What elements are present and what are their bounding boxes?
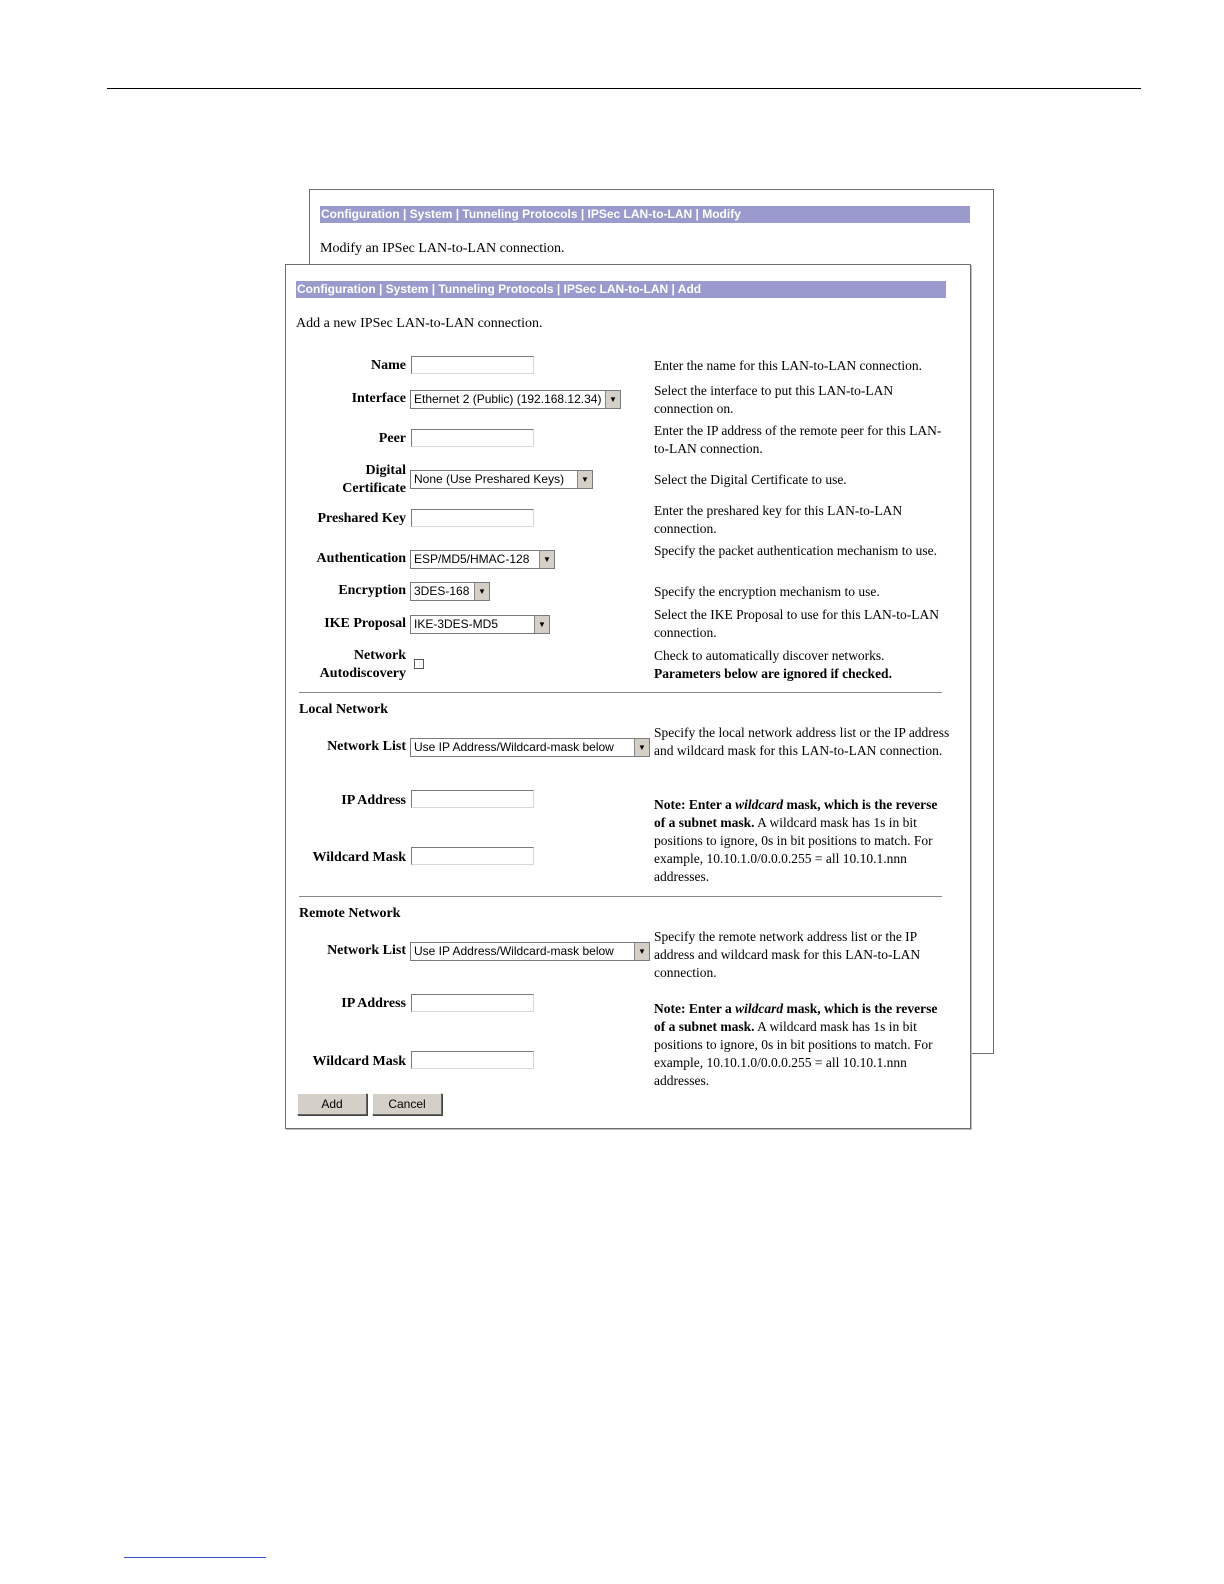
peer-label: Peer bbox=[378, 431, 406, 446]
network-autodiscovery-label bbox=[320, 647, 406, 683]
local-wildcard-mask-label: Wildcard Mask bbox=[312, 850, 406, 865]
peer-input[interactable] bbox=[411, 429, 534, 447]
preshared-key-input[interactable] bbox=[411, 509, 534, 527]
authentication-select-value: ESP/MD5/HMAC-128 bbox=[414, 552, 530, 566]
remote-wildcard-note bbox=[654, 1000, 944, 1090]
add-panel bbox=[285, 264, 971, 1129]
cancel-button[interactable]: Cancel bbox=[372, 1093, 442, 1115]
page-intro: Modify an IPSec LAN-to-LAN connection. bbox=[320, 241, 565, 256]
authentication-description: Specify the packet authentication mechanism to use. bbox=[654, 543, 938, 558]
remote-network-list-select-value: Use IP Address/Wildcard-mask below bbox=[414, 944, 614, 958]
interface-select-value: Ethernet 2 (Public) (192.168.12.34) bbox=[414, 392, 602, 406]
note-bold-prefix: Note: Enter a bbox=[654, 797, 736, 812]
breadcrumb[interactable]: Configuration | System | Tunneling Protocols | IPSec LAN-to-LAN | Modify bbox=[320, 206, 970, 223]
name-input[interactable] bbox=[411, 356, 534, 374]
name-description: Enter the name for this LAN-to-LAN connection. bbox=[654, 358, 923, 373]
remote-network-list-label: Network List bbox=[327, 943, 406, 958]
preshared-key-label: Preshared Key bbox=[317, 511, 406, 526]
digital-certificate-description: Select the Digital Certificate to use. bbox=[654, 472, 847, 487]
name-label: Name bbox=[371, 358, 406, 373]
chevron-down-icon[interactable]: ▼ bbox=[474, 583, 489, 600]
chevron-down-icon[interactable]: ▼ bbox=[634, 943, 649, 960]
authentication-label: Authentication bbox=[316, 551, 406, 566]
note-bold-prefix: Note: Enter a bbox=[654, 1001, 736, 1016]
breadcrumb[interactable]: Configuration | System | Tunneling Protocols | IPSec LAN-to-LAN | Add bbox=[296, 281, 946, 298]
local-wildcard-mask-input[interactable] bbox=[411, 847, 534, 865]
network-autodiscovery-warning: Parameters below are ignored if checked. bbox=[654, 666, 892, 681]
local-ip-address-input[interactable] bbox=[411, 790, 534, 808]
local-network-list-select[interactable] bbox=[410, 738, 650, 757]
chevron-down-icon[interactable]: ▼ bbox=[577, 471, 592, 488]
ike-proposal-label: IKE Proposal bbox=[324, 616, 406, 631]
note-bold-suffix: mask, which is the reverse of a subnet mask. bbox=[654, 797, 938, 830]
note-body: A wildcard mask has 1s in bit positions to ignore, 0s in bit positions to match. For example, 10.10.1.0/0.0.0.255 = all 10.10.1.nnn addresses. bbox=[654, 815, 933, 884]
authentication-select[interactable] bbox=[410, 550, 555, 569]
divider bbox=[299, 896, 942, 897]
encryption-label: Encryption bbox=[338, 583, 406, 598]
chevron-down-icon[interactable]: ▼ bbox=[539, 551, 554, 568]
note-italic: wildcard bbox=[735, 797, 784, 812]
digital-certificate-label-line1: Digital bbox=[365, 463, 406, 478]
local-network-list-description: Specify the local network address list or the IP address and wildcard mask for this LAN-to-LAN connection. bbox=[654, 725, 950, 758]
page-top-rule bbox=[107, 88, 1141, 89]
ike-proposal-description: Select the IKE Proposal to use for this LAN-to-LAN connection. bbox=[654, 607, 939, 640]
remote-network-list-select[interactable] bbox=[410, 942, 650, 961]
note-body: A wildcard mask has 1s in bit positions to ignore, 0s in bit positions to match. For example, 10.10.1.0/0.0.0.255 = all 10.10.1.nnn addresses. bbox=[654, 1019, 933, 1088]
network-autodiscovery-label-line1: Network bbox=[353, 648, 406, 663]
note-bold-suffix: mask, which is the reverse of a subnet mask. bbox=[654, 1001, 938, 1034]
encryption-select[interactable] bbox=[410, 582, 490, 601]
chevron-down-icon[interactable]: ▼ bbox=[634, 739, 649, 756]
digital-certificate-select-value: None (Use Preshared Keys) bbox=[414, 472, 565, 486]
page-bottom-rule bbox=[124, 1557, 266, 1558]
encryption-description: Specify the encryption mechanism to use. bbox=[654, 584, 880, 599]
remote-wildcard-mask-input[interactable] bbox=[411, 1051, 534, 1069]
interface-description: Select the interface to put this LAN-to-LAN connection on. bbox=[654, 383, 894, 416]
interface-select[interactable] bbox=[410, 390, 621, 409]
local-wildcard-note bbox=[654, 796, 944, 886]
page-intro: Add a new IPSec LAN-to-LAN connection. bbox=[296, 316, 543, 331]
local-network-list-select-value: Use IP Address/Wildcard-mask below bbox=[414, 740, 614, 754]
remote-wildcard-mask-label: Wildcard Mask bbox=[312, 1054, 406, 1069]
encryption-select-value: 3DES-168 bbox=[414, 584, 470, 598]
ike-proposal-select[interactable] bbox=[410, 615, 550, 634]
preshared-key-description: Enter the preshared key for this LAN-to-LAN connection. bbox=[654, 503, 903, 536]
remote-ip-address-label: IP Address bbox=[341, 996, 406, 1011]
digital-certificate-select[interactable] bbox=[410, 470, 593, 489]
local-network-heading: Local Network bbox=[299, 702, 389, 717]
peer-description: Enter the IP address of the remote peer for this LAN-to-LAN connection. bbox=[654, 423, 942, 456]
add-button[interactable]: Add bbox=[297, 1093, 367, 1115]
chevron-down-icon[interactable]: ▼ bbox=[534, 616, 549, 633]
ike-proposal-select-value: IKE-3DES-MD5 bbox=[414, 617, 499, 631]
network-autodiscovery-desc-text: Check to automatically discover networks. bbox=[654, 648, 885, 663]
remote-ip-address-input[interactable] bbox=[411, 994, 534, 1012]
chevron-down-icon[interactable]: ▼ bbox=[605, 391, 620, 408]
local-network-list-label: Network List bbox=[327, 739, 406, 754]
divider bbox=[299, 692, 942, 693]
network-autodiscovery-checkbox[interactable] bbox=[414, 659, 424, 669]
local-ip-address-label: IP Address bbox=[341, 793, 406, 808]
remote-network-heading: Remote Network bbox=[299, 906, 401, 921]
digital-certificate-label-line2: Certificate bbox=[342, 481, 406, 496]
interface-label: Interface bbox=[351, 391, 406, 406]
remote-network-list-description: Specify the remote network address list or the IP address and wildcard mask for this LAN-to-LAN connection. bbox=[654, 929, 921, 980]
digital-certificate-label bbox=[342, 462, 406, 498]
note-italic: wildcard bbox=[735, 1001, 784, 1016]
network-autodiscovery-description bbox=[654, 647, 954, 683]
network-autodiscovery-label-line2: Autodiscovery bbox=[319, 666, 406, 681]
